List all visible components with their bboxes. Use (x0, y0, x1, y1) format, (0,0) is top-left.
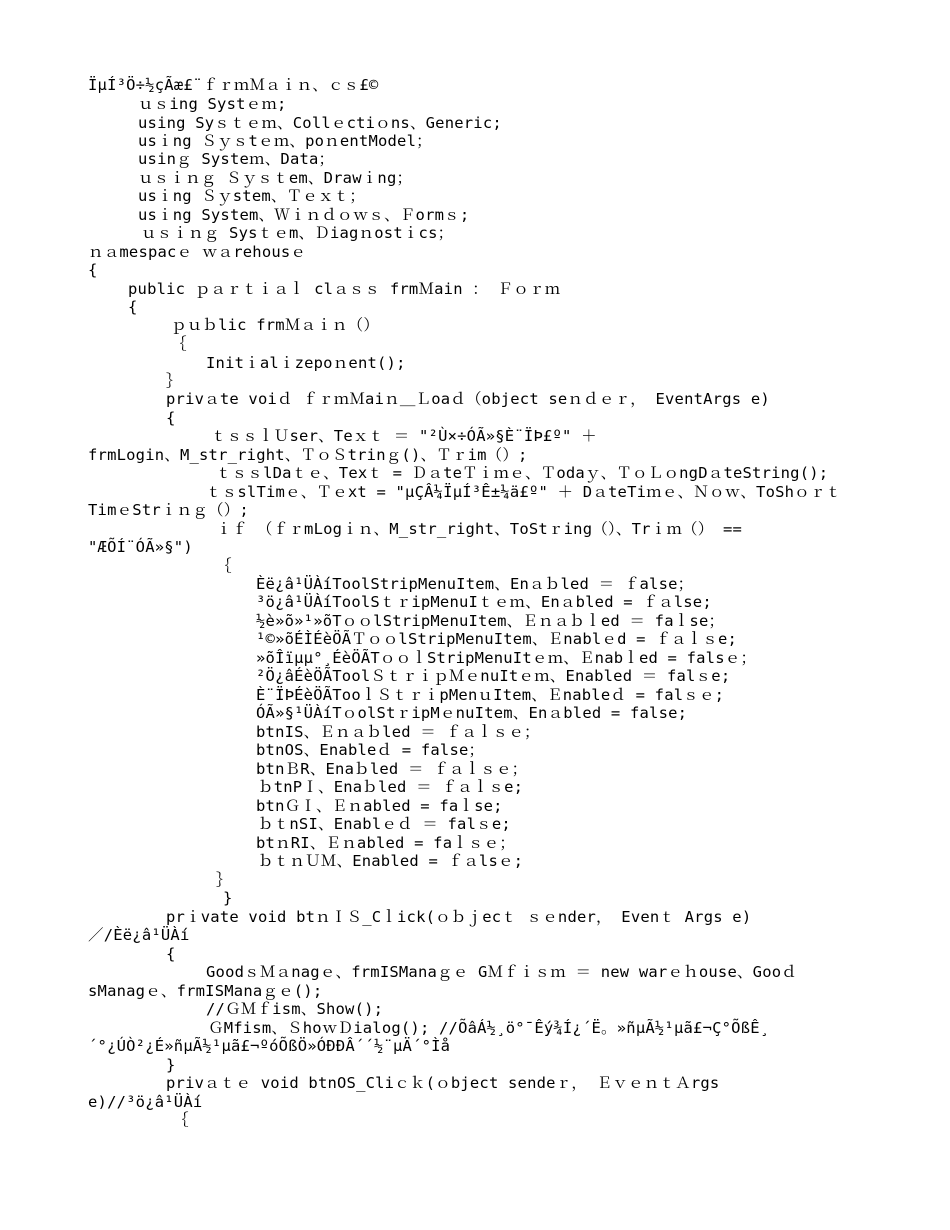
code-line: btｎRI、Ｅｎabled = faｌｓｅ； (256, 834, 516, 852)
code-line: ½è»õ»¹»õTｏｏlStripMenuItem、Ｅｎａｂｌed ＝ faｌse； (256, 612, 725, 630)
code-line: ³ö¿â¹ÜÀíToolSｔｒipMenuIｔｅｍ、Enａbled = ｆａlse; (256, 593, 712, 611)
code-line: prｉvate void btｎＩＳ_Cｌick(ｏｂｊecｔ ｓｅnder， Evenｔ Args e) (166, 908, 752, 926)
code-line: Initｉalｉzepoｎent(); (206, 354, 406, 372)
code-line: GoodｓＭａnagｅ、frmISManaｇｅ GＭｆｉｓｍ ＝ new warｅｈouse、Gooｄ (206, 963, 797, 981)
code-line: ｂtnPＩ、Enaｂled ＝ ｆａｌｓe; (258, 778, 524, 796)
code-line: usｉng System、Ｗｉｎｄｏｗｓ、Ｆormｓ; (138, 206, 470, 224)
code-line: btnＢR、Enaｂled ＝ ｆａｌｓｅ； (256, 760, 528, 778)
code-line: privａｔｅ void btnOS_Cliｃｋ(ｏbject sendeｒ， ＥｖｅｎｔＡrgs (166, 1074, 720, 1092)
code-line: e)//³ö¿â¹ÜÀí (88, 1093, 203, 1111)
code-line: ／/Èë¿â¹ÜÀí (88, 926, 190, 944)
code-line: usｉng Ｓｙstem、Ｔｅｘｔ； (138, 187, 366, 205)
code-line: TimｅStrｉｎｇ（）; (88, 501, 249, 519)
code-line: privａte voiｄ ｆｒｍＭaiｎ＿Ｌoaｄ（object seｎｄｅｒ， EventArgs e) (166, 390, 770, 408)
code-line: ＧMfism、ＳhoｗＤialog(); //ÕâÁ½¸ö°¯Êý¾Í¿´Ë。»ñµÃ½¹µã£¬Ç°ÕßÊ¸ (208, 1019, 770, 1037)
code-line: //ＧＭｆism、Show(); (206, 1000, 384, 1018)
code-line: ｐｕｂlic frmＭａｉｎ（） (171, 316, 380, 334)
code-line: using Syｓｔｅｍ、Collｅctiｏns、Generic; (138, 114, 502, 132)
code-line: ｔｓslTimｅ、Ｔｅxt = "µÇÂ¼ÏµÍ³Ê±¼ä£º" ＋ DａteTiｍｅ、Ｎｏｗ、ToShｏｒｔ (206, 483, 842, 501)
code-line: ｕｓｉｎｇ Sysｔｅm、Ｄiagｎostｉcs； (141, 224, 454, 242)
code-line: ｝ (166, 372, 182, 390)
code-line: } (166, 1056, 176, 1074)
code-line: btnＧＩ、Ｅｎabled = faｌse; (256, 797, 503, 815)
code-line: »õÎïµµ°¸ÉèÖÃTｏｏｌStripMenuItｅｍ、Ｅnabｌed = falsｅ； (256, 649, 757, 667)
code-line: usinｇ Systeｍ、Data； (138, 150, 335, 168)
code-line: { (88, 261, 98, 279)
code-line: usｉng Ｓｙｓtｅｍ、poｎentModel； (138, 132, 432, 150)
code-line: ｔｓｓｌＵser、Teｘｔ ＝ "²Ù×÷ÓÃ»§È¨ÏÞ£º" ＋ (211, 427, 597, 445)
code-line: ÏµÍ³Ö÷½çÃæ£¨ｆｒｍＭａｉｎ、ｃｓ£© (88, 76, 379, 94)
code-line: ｉｆ （ｆｒmLogｉｎ、M_str_right、ToStｒing（）、Trｉｍ（） == (216, 520, 743, 538)
code-line: ｝ (216, 871, 232, 889)
code-line: btnIS、Ｅｎａｂled ＝ ｆａｌｓｅ； (256, 723, 540, 741)
code-line: "ÆÕÍ¨ÓÃ»§") (88, 538, 193, 556)
code-line: ²Ö¿âÉèÖÃToolＳｔｒｉｐＭｅnuItｅｍ、Enabled ＝ falｓe; (256, 667, 731, 685)
code-line: ｛ (173, 1111, 189, 1129)
code-line: ｕｓing Systｅｍ; (138, 95, 287, 113)
code-line: } (223, 889, 233, 907)
code-line: ｂｔｎＵＭ、Enabled = ｆａlsｅ; (258, 852, 524, 870)
code-line: public ｐａｒｔｉａｌ clａｓｓ frmＭain ： Ｆｏｒｍ (128, 280, 561, 298)
code-line: frmLogin、M_str_right、ＴｏＳtrinｇ()、Ｔｒim（）; (88, 446, 528, 464)
code-line: ÓÃ»§¹ÜÀíTｏolStｒipMｅnuItem、Enａbled = false; (256, 704, 688, 722)
code-line: ´°¿ÚÒ²¿É»ñµÃ½¹µã£¬ºóÕßÖ»ÓÐÐÂ´´½¨µÄ´°Ìå (88, 1037, 451, 1055)
code-line: ｔｓｓlDaｔｅ、Texｔ = ＤａteＴｉｍｅ、Ｔodaｙ、ＴｏＬｏngDａteString(); (216, 464, 829, 482)
code-line: sManagｅ、frmISManaｇｅ(); (88, 982, 323, 1000)
code-line: ｛ (216, 557, 232, 575)
code-line: { (166, 409, 176, 427)
code-line: ｕｓｉｎｇ Ｓｙｓｔem、Drawｉng； (138, 169, 413, 187)
code-line: È¨ÏÞÉèÖÃTooｌＳｔｒｉpMenｕItem、Ｅnableｄ = falｓｅ; (256, 686, 725, 704)
code-line: btnOS、Enableｄ = false； (256, 741, 485, 759)
code-line: { (128, 298, 138, 316)
code-line: Èë¿â¹ÜÀíToolStripMenuItem、Enａｂled ＝ ｆalse； (256, 575, 694, 593)
code-line: ｂｔnSI、Enablｅｄ ＝ falｓe; (258, 815, 511, 833)
code-line: ｎａmespacｅ ｗａrehousｅ (88, 243, 307, 261)
code-line: ¹©»õÉÌÉèÖÃＴｏｏlStripMenuItem、Ｅnablｅd = ｆａｌｓe; (256, 630, 738, 648)
code-line: ｛ (171, 335, 187, 353)
code-line: { (166, 945, 176, 963)
